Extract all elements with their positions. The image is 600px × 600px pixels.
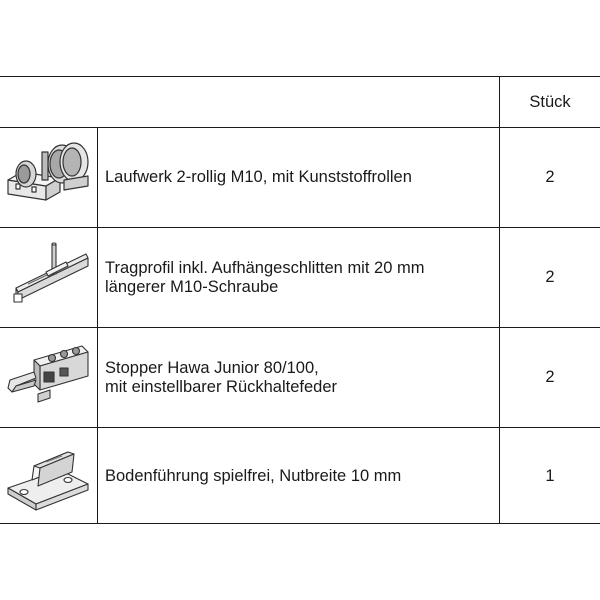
support-profile-icon — [2, 232, 94, 322]
table-row — [0, 227, 600, 327]
floor-guide-icon — [2, 432, 94, 522]
description-cell — [98, 128, 500, 227]
qty-header: Stück — [529, 92, 571, 111]
description-cell — [98, 228, 500, 327]
part-description: Tragprofil inkl. Aufhängeschlitten mit 20 mm längerer M10-Schraube — [105, 258, 425, 296]
table-row — [0, 327, 600, 427]
description-cell — [98, 428, 500, 524]
parts-table — [0, 76, 600, 524]
roller-carriage-icon — [2, 132, 94, 222]
quantity-cell: 2 — [545, 368, 555, 386]
part-description: Bodenführung spielfrei, Nutbreite 10 mm — [105, 466, 402, 485]
table-row — [0, 427, 600, 524]
image-cell — [0, 228, 98, 327]
stopper-icon — [2, 332, 94, 422]
quantity-cell: 1 — [545, 466, 555, 485]
part-description: Stopper Hawa Junior 80/100, mit einstellbarer Rückhaltefeder — [105, 358, 338, 396]
quantity-cell: 2 — [545, 168, 555, 186]
part-description: Laufwerk 2-rollig M10, mit Kunststoffrollen — [105, 168, 412, 186]
image-cell — [0, 128, 98, 227]
table-header-row — [0, 77, 600, 127]
image-cell — [0, 328, 98, 427]
quantity-cell: 2 — [545, 268, 555, 286]
header-blank-cell — [0, 77, 500, 127]
description-cell — [98, 328, 500, 427]
table-row — [0, 127, 600, 227]
image-cell — [0, 428, 98, 524]
